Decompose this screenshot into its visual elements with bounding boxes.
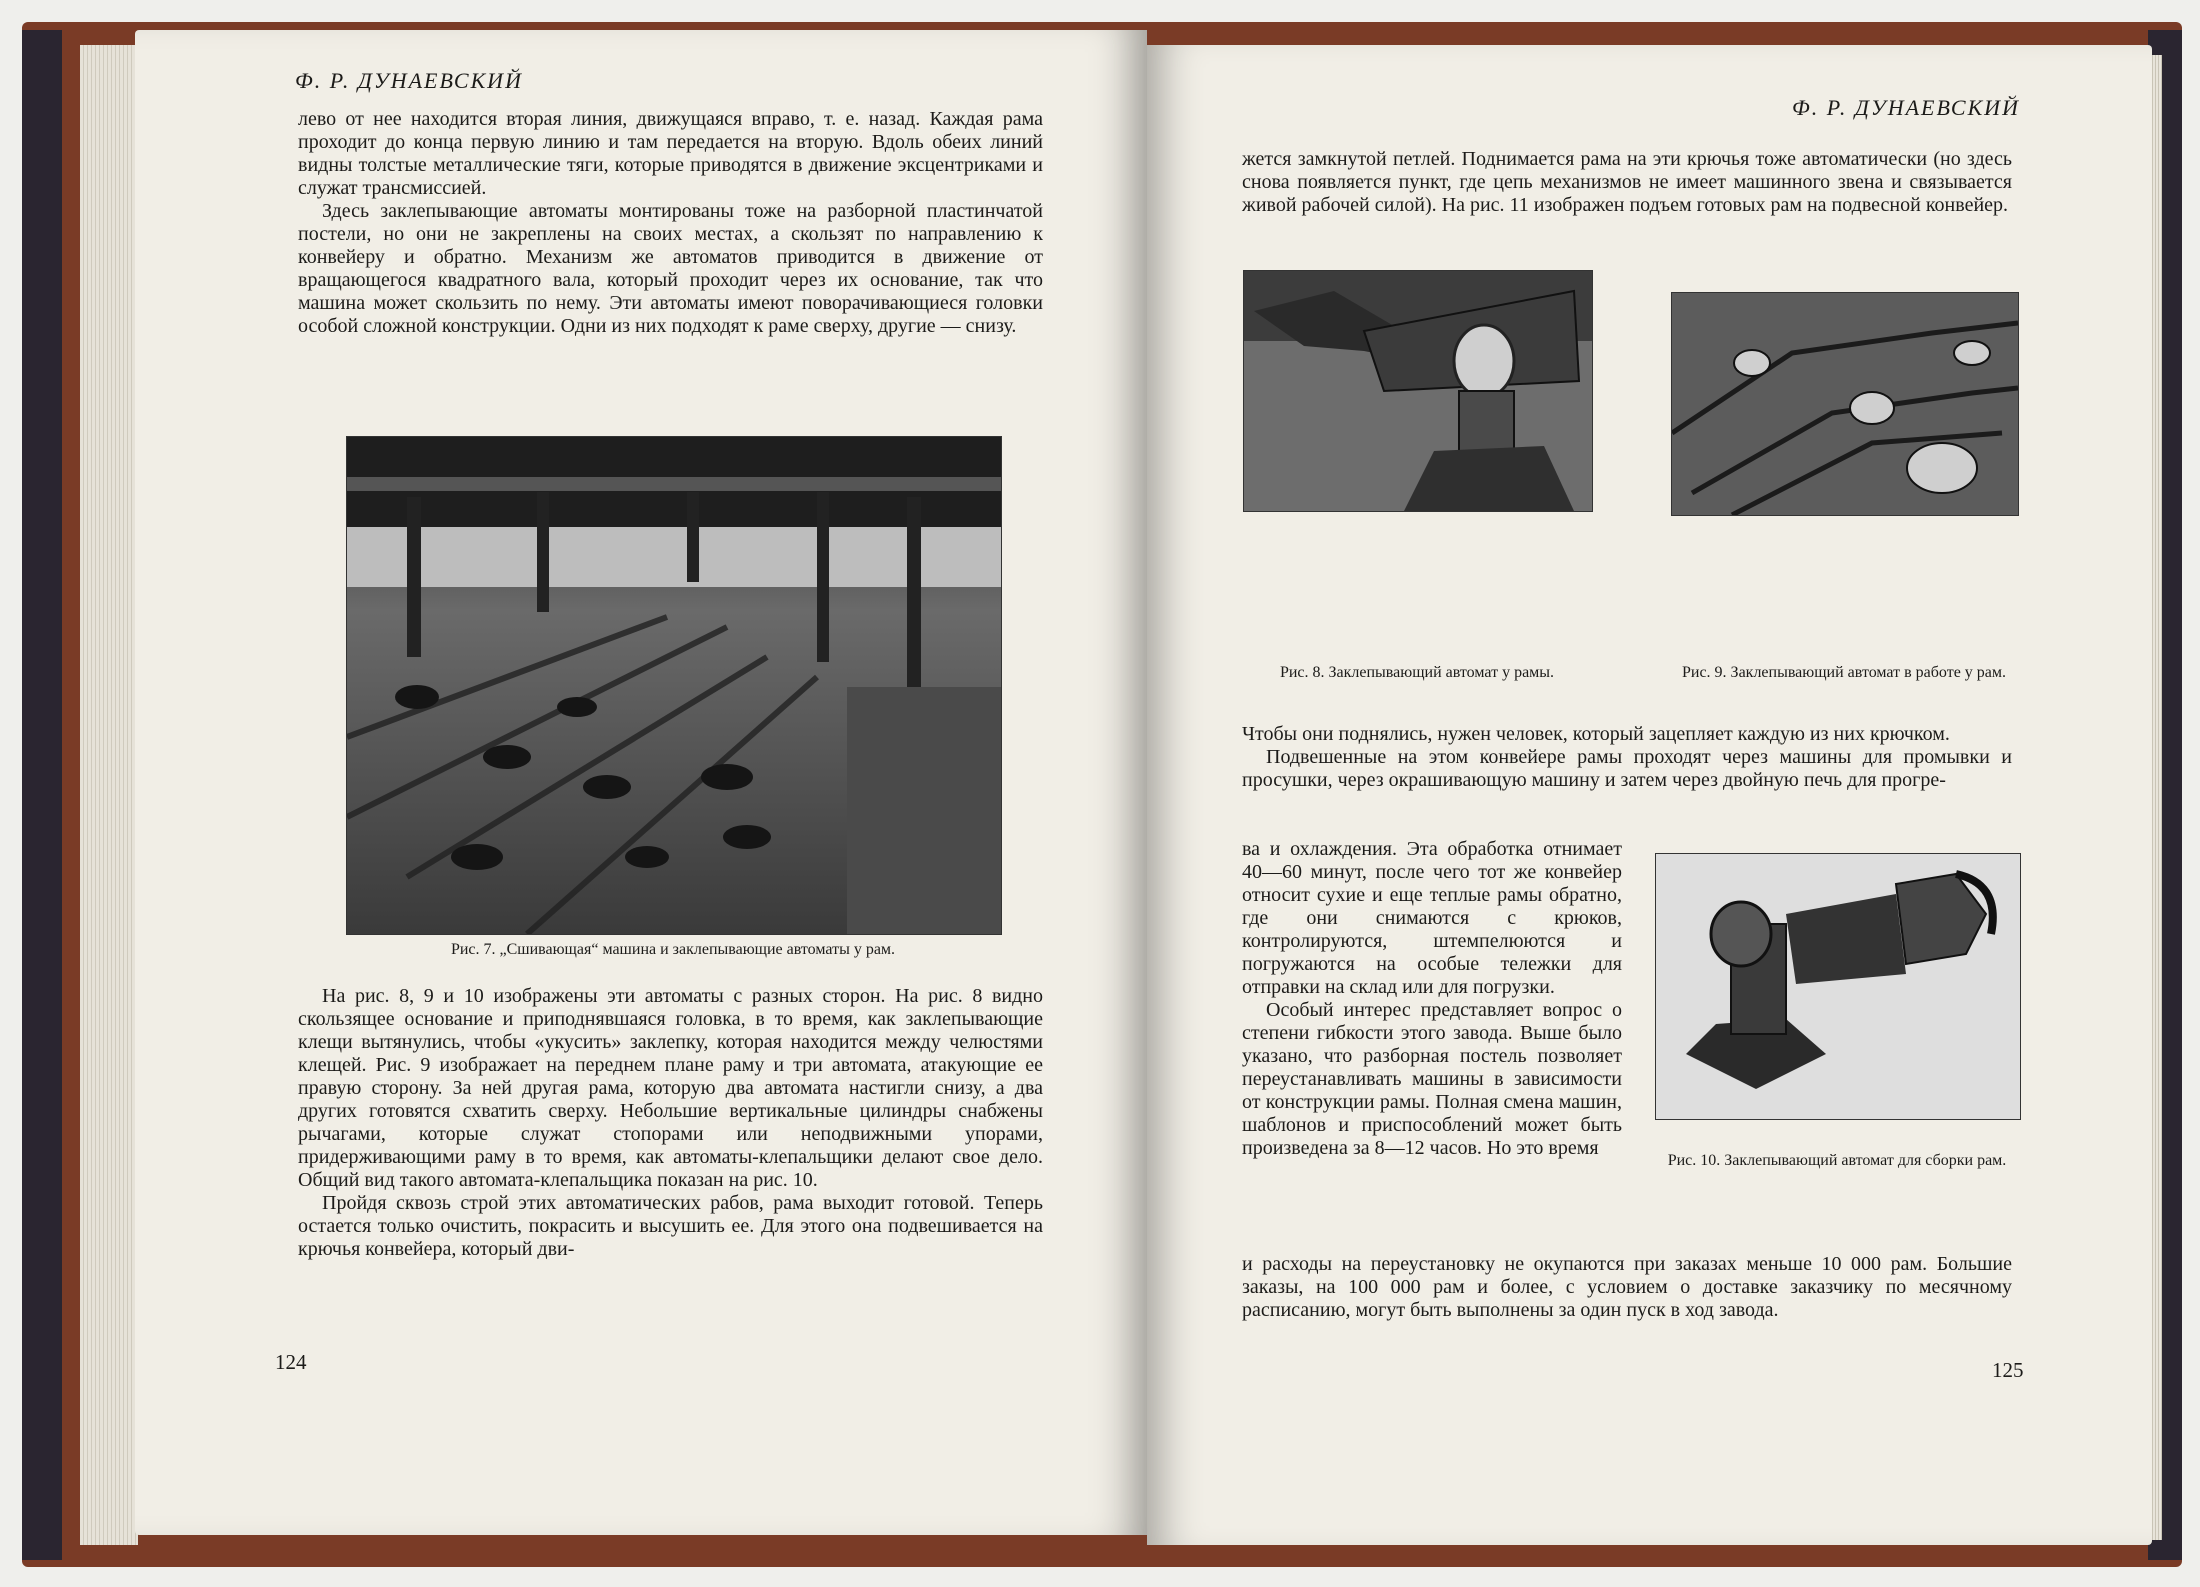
figure-7-photo — [346, 436, 1002, 935]
cover-corner-left — [22, 30, 62, 1560]
paragraph: Особый интерес представляет вопрос о степени гибкости этого завода. Выше было указано, что разборная постель позволяет переустанавливать машины в зависимости от конструкции рамы. Полная смена машин, шаблонов и приспособлений может быть произведена за 8—12 часов. Но это время — [1242, 999, 1622, 1159]
page-number: 124 — [275, 1350, 307, 1374]
text-block-middle — [1242, 723, 2012, 792]
paragraph: жется замкнутой петлей. Поднимается рама на эти крючья тоже автоматически (но здесь снова появляется пункт, где цепь механизмов не имеет машинного звена и связывается живой рабочей силой). На рис. 11 изображен подъем готовых рам на подвесной конвейер. — [1242, 148, 2012, 216]
paragraph: лево от нее находится вторая линия, движущаяся вправо, т. е. назад. Каждая рама проходит до конца первую линию и там передается на вторую. Вдоль обеих линий видны толстые металлические тяги, которые приводятся в движение эксцентриками и служат трансмиссией. — [298, 108, 1043, 199]
page-edges-left — [80, 45, 138, 1545]
figure-10-photo — [1655, 853, 2021, 1120]
figure-10-caption: Рис. 10. Заклепывающий автомат для сборки рам. — [1667, 1152, 2007, 1169]
text-block-bottom — [1242, 1253, 2012, 1322]
paragraph: ва и охлаждения. Эта обработка отнимает 40—60 минут, после чего тот же конвейер относит сухие и еще теплые рамы обратно, где они снимаются с крюков, контролируются, штемпелюются и погружаются на особые тележки для отправки на склад или для погрузки. — [1242, 838, 1622, 998]
page-number: 125 — [1992, 1358, 2024, 1382]
running-head: Ф. Р. ДУНАЕВСКИЙ — [1792, 95, 2020, 120]
right-page — [1147, 45, 2152, 1545]
text-block-bottom — [298, 985, 1043, 1261]
text-block-top — [1242, 148, 2012, 217]
paragraph: На рис. 8, 9 и 10 изображены эти автоматы с разных сторон. На рис. 8 видно скользящее основание и приподнявшаяся головка, в то время, как заклепывающие клещи вытянулись, чтобы «укусить» заклепку, которая находится между челюстями клещей. Рис. 9 изображает на переднем плане раму и три автомата, атакующие ее правую сторону. За ней другая рама, которую два автомата настигли снизу, а два других готовятся схватить сверху. Небольшие вертикальные цилиндры снабжены рычагами, которые служат стопорами или неподвижными упорами, придерживающими раму в то время, как автоматы-клепальщики делают свое дело. Общий вид такого автомата-клепальщика показан на рис. 10. — [298, 985, 1043, 1191]
paragraph: и расходы на переустановку не окупаются при заказах меньше 10 000 рам. Большие заказы, на 100 000 рам и более, с условием о доставке заказчику по месячному расписанию, могут быть выполнены за один пуск в ход завода. — [1242, 1253, 2012, 1321]
paragraph: Чтобы они поднялись, нужен человек, который зацепляет каждую из них крючком. — [1242, 723, 1950, 745]
running-head: Ф. Р. ДУНАЕВСКИЙ — [295, 68, 523, 93]
text-block-narrow — [1242, 838, 1622, 1160]
figure-9-caption: Рис. 9. Заклепывающий автомат в работе у рам. — [1681, 664, 2007, 681]
text-block-top — [298, 108, 1043, 338]
paragraph: Здесь заклепывающие автоматы монтированы тоже на разборной пластинчатой постели, но они не закреплены на своих местах, а скользят по направлению к конвейеру и обратно. Механизм же автоматов приводится в движение от вращающегося квадратного вала, который проходит через их основание, так что машина может скользить по нему. Эти автоматы имеют поворачивающиеся головки особой сложной конструкции. Одни из них подходят к раме сверху, другие — снизу. — [298, 200, 1043, 337]
paragraph: Подвешенные на этом конвейере рамы проходят через машины для промывки и просушки, через окрашивающую машину и затем через двойную печь для прогре- — [1242, 746, 2012, 791]
left-page — [135, 30, 1147, 1535]
figure-9-photo — [1671, 292, 2019, 516]
figure-8-caption: Рис. 8. Заклепывающий автомат у рамы. — [1279, 664, 1555, 681]
paragraph: Пройдя сквозь строй этих автоматических рабов, рама выходит готовой. Теперь остается только очистить, покрасить и высушить ее. Для этого она подвешивается на крючья конвейера, который дви- — [298, 1192, 1043, 1260]
figure-8-photo — [1243, 270, 1593, 512]
figure-7-caption: Рис. 7. „Сшивающая“ машина и заклепывающие автоматы у рам. — [450, 941, 896, 958]
